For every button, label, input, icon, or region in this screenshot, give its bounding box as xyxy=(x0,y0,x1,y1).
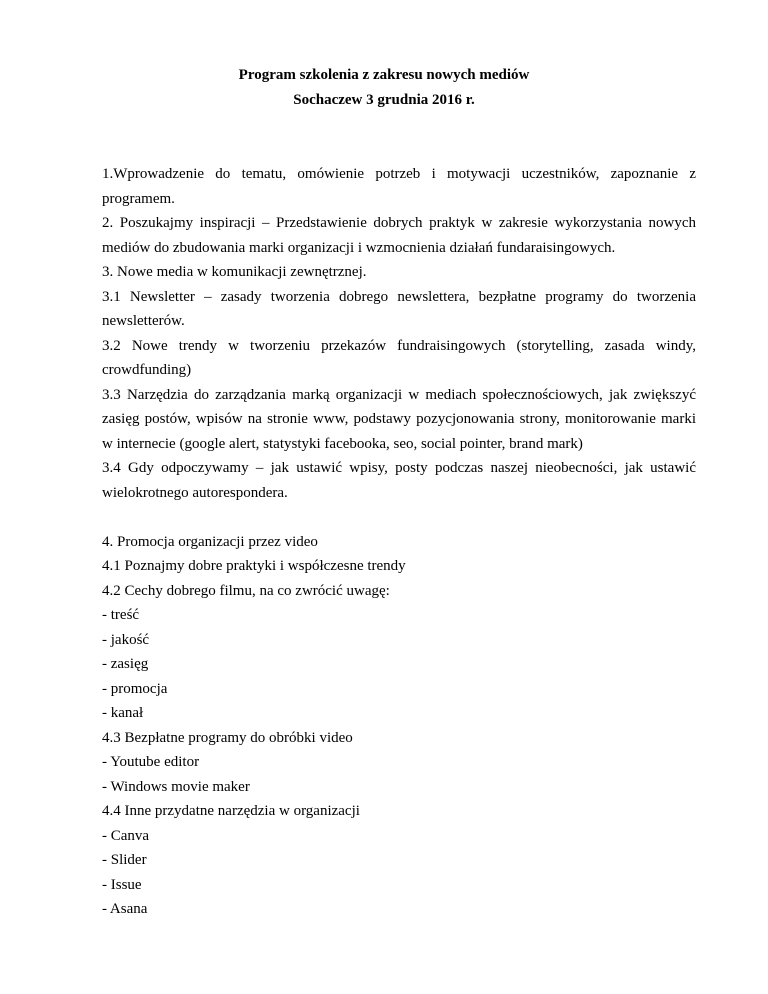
document-body xyxy=(102,162,696,922)
paragraph: 1.Wprowadzenie do tematu, omówienie potrzeb i motywacji uczestników, zapoznanie z programem. xyxy=(102,166,696,207)
list-item: - jakość xyxy=(102,631,150,648)
list-item: - Issue xyxy=(102,876,142,893)
paragraph-spacer xyxy=(102,505,696,530)
paragraph: 2. Poszukajmy inspiracji – Przedstawienie dobrych praktyk w zakresie wykorzystania nowych mediów do zbudowania marki organizacji i wzmocnienia działań fundaraisingowych. xyxy=(102,215,696,256)
paragraph: 4.2 Cechy dobrego filmu, na co zwrócić uwagę: xyxy=(102,582,390,599)
list-item: - Slider xyxy=(102,852,147,868)
paragraph: 3.3 Narzędzia do zarządzania marką organizacji w mediach społecznościowych, jak zwiększyć zasięg postów, wpisów na stronie www, podstawy pozycjonowania strony, monitorowanie marki w internecie (google alert, statystyki facebooka, seo, social pointer, brand mark) xyxy=(102,386,696,452)
list-item: - treść xyxy=(102,607,140,623)
list-item: - kanał xyxy=(102,705,144,721)
list-item: - promocja xyxy=(102,680,168,697)
paragraph: 3.4 Gdy odpoczywamy – jak ustawić wpisy, posty podczas naszej nieobecności, jak ustawić wielokrotnego autorespondera. xyxy=(102,460,696,501)
list-item: - zasięg xyxy=(102,656,149,672)
list-item: - Asana xyxy=(102,901,148,917)
list-item: - Canva xyxy=(102,827,150,844)
paragraph: 4.3 Bezpłatne programy do obróbki video xyxy=(102,729,353,746)
document-title: Program szkolenia z zakresu nowych mediów xyxy=(238,67,530,83)
paragraph: 4.1 Poznajmy dobre praktyki i współczesne trendy xyxy=(102,558,406,574)
list-item: - Windows movie maker xyxy=(102,778,250,795)
paragraph: 3. Nowe media w komunikacji zewnętrznej. xyxy=(102,264,367,280)
document-subtitle: Sochaczew 3 grudnia 2016 r. xyxy=(293,92,475,108)
paragraph: 4.4 Inne przydatne narzędzia w organizacji xyxy=(102,803,360,819)
paragraph: 4. Promocja organizacji przez video xyxy=(102,533,318,550)
paragraph: 3.2 Nowe trendy w tworzeniu przekazów fundraisingowych (storytelling, zasada windy, crowdfunding) xyxy=(102,337,696,378)
paragraph: 3.1 Newsletter – zasady tworzenia dobrego newslettera, bezpłatne programy do tworzenia newsletterów. xyxy=(102,288,696,329)
list-item: - Youtube editor xyxy=(102,754,200,770)
